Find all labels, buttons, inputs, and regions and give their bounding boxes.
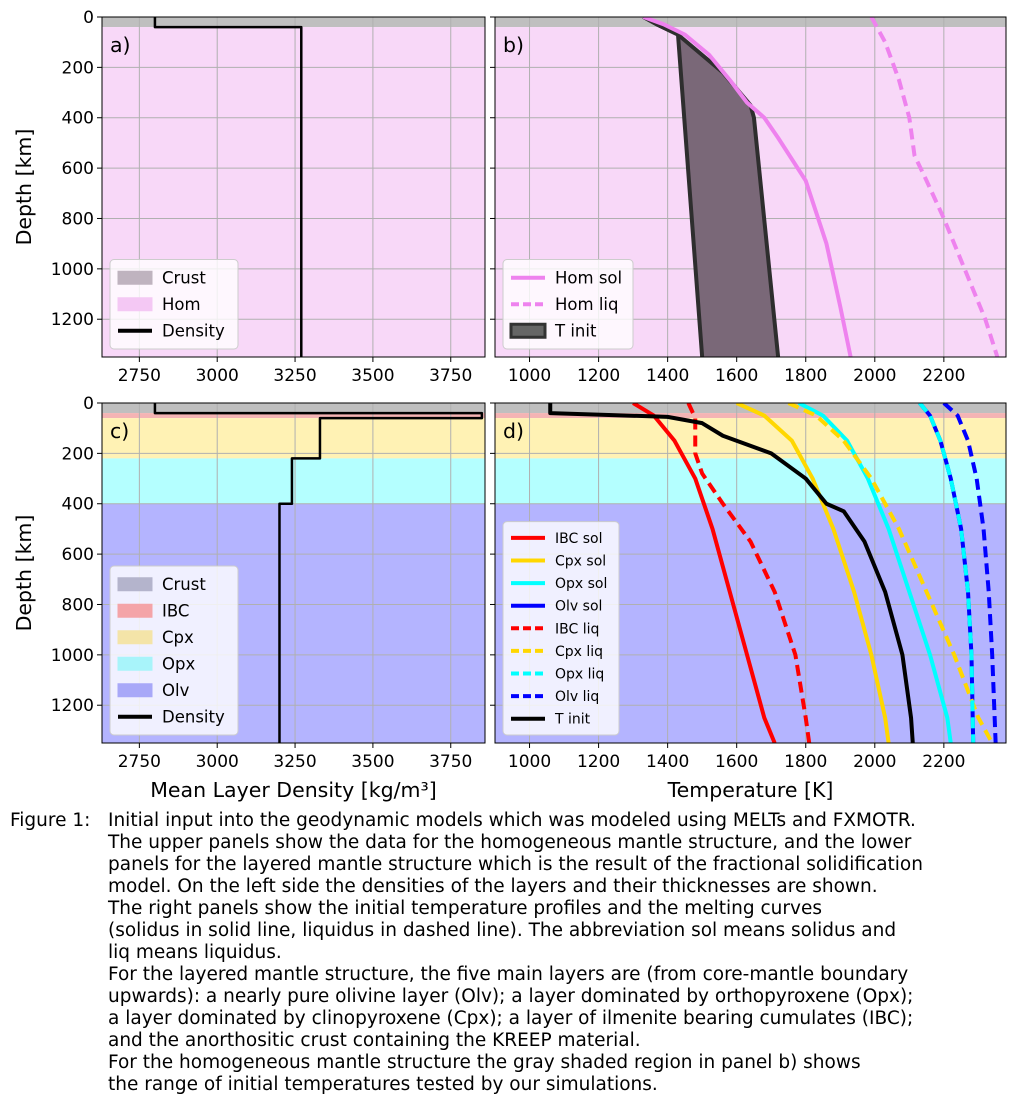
x-tick-label: 3250 — [273, 366, 317, 386]
legend-label: Crust — [162, 575, 206, 595]
x-tick-label: 1400 — [646, 752, 690, 772]
legend-label: Olv — [162, 681, 190, 701]
panel-label: b) — [503, 33, 525, 57]
x-tick-label: 2200 — [922, 366, 966, 386]
panel-label: a) — [110, 33, 131, 57]
x-tick-label: 2200 — [922, 752, 966, 772]
y-tick-label: 1200 — [50, 696, 94, 717]
y-tick-label: 600 — [61, 545, 94, 566]
x-tick-label: 1400 — [646, 366, 690, 386]
legend-swatch — [118, 604, 152, 617]
caption-body — [108, 810, 1008, 1096]
x-tick-label: 2750 — [117, 366, 161, 386]
panel-d — [490, 403, 1006, 802]
legend-label: Hom — [162, 295, 201, 315]
layer-band-opx — [495, 458, 1006, 503]
panel-label: d) — [503, 419, 525, 443]
layer-band-crust — [102, 403, 485, 413]
y-tick-label: 0 — [83, 8, 94, 28]
x-tick-label: 2000 — [853, 366, 897, 386]
caption-line: The upper panels show the data for the homogeneous mantle structure, and the lower — [108, 832, 912, 853]
caption-line: a layer dominated by clinopyroxene (Cpx); a layer of ilmenite bearing cumulates (IBC); — [108, 1008, 914, 1029]
legend-label: Opx sol — [555, 576, 608, 593]
layer-band-crust — [102, 17, 485, 27]
caption-line: The right panels show the initial temperature profiles and the melting curves — [108, 898, 822, 919]
x-tick-label: 1000 — [507, 752, 552, 772]
x-tick-label: 3750 — [429, 366, 473, 386]
x-tick-label: 1200 — [576, 366, 621, 386]
legend-swatch — [118, 298, 152, 311]
x-tick-label: 3250 — [273, 752, 317, 772]
legend-label: Cpx liq — [555, 643, 604, 660]
legend-label: Olv liq — [555, 689, 600, 706]
panel-a — [12, 8, 485, 386]
legend-label: Crust — [162, 268, 206, 288]
x-tick-label: 1200 — [576, 752, 621, 772]
x-tick-label: 1800 — [784, 366, 828, 386]
legend-label: Density — [162, 321, 225, 341]
y-tick-label: 0 — [83, 394, 94, 414]
panel-label: c) — [110, 419, 130, 443]
caption-line: panels for the layered mantle structure which is the result of the fractional solidification — [108, 854, 923, 875]
x-tick-label: 3750 — [429, 752, 473, 772]
caption-line: the range of initial temperatures tested by our simulations. — [108, 1074, 658, 1095]
x-tick-label: 3500 — [351, 752, 395, 772]
legend-label: Hom sol — [555, 268, 623, 288]
legend-swatch — [118, 631, 152, 644]
y-tick-label: 200 — [61, 444, 94, 465]
caption-line: For the layered mantle structure, the five main layers are (from core-mantle boundary — [108, 964, 909, 985]
x-axis-label: Temperature [K] — [667, 778, 834, 802]
legend-swatch — [118, 578, 152, 591]
caption-line: For the homogeneous mantle structure the gray shaded region in panel b) shows — [108, 1052, 861, 1073]
x-tick-label: 3000 — [195, 752, 239, 772]
legend-label: IBC liq — [555, 621, 600, 638]
y-axis-label: Depth [km] — [12, 128, 36, 246]
legend-label: T init — [555, 321, 597, 341]
y-tick-label: 1000 — [50, 259, 94, 280]
caption-line: upwards): a nearly pure olivine layer (Olv); a layer dominated by orthopyroxene (Opx); — [108, 986, 914, 1007]
x-tick-label: 2750 — [117, 752, 161, 772]
legend-label: IBC sol — [555, 530, 603, 547]
legend-label: IBC — [162, 601, 190, 621]
caption-line: model. On the left side the densities of the layers and their thicknesses are shown. — [108, 876, 878, 897]
y-tick-label: 800 — [61, 595, 94, 616]
y-tick-label: 1000 — [50, 645, 94, 666]
legend-label: Cpx sol — [555, 553, 607, 570]
y-tick-label: 600 — [61, 159, 94, 180]
x-tick-label: 1600 — [715, 752, 759, 772]
panel-b — [490, 17, 1006, 386]
x-tick-label: 1600 — [715, 366, 759, 386]
caption-line: (solidus in solid line, liquidus in dashed line). The abbreviation sol means solidus and — [108, 920, 897, 941]
legend-label: Opx liq — [555, 666, 605, 683]
x-axis-label: Mean Layer Density [kg/m³] — [150, 778, 437, 802]
layer-band-cpx — [495, 418, 1006, 458]
y-tick-label: 400 — [61, 494, 94, 515]
caption-label: Figure 1: — [10, 810, 91, 831]
legend-label: Olv sol — [555, 598, 603, 615]
legend-label: T init — [555, 711, 591, 728]
legend-swatch — [118, 271, 152, 284]
x-tick-label: 2000 — [853, 752, 897, 772]
x-tick-label: 1000 — [507, 366, 552, 386]
legend-swatch — [511, 324, 545, 337]
y-axis-label: Depth [km] — [12, 514, 36, 632]
x-tick-label: 1800 — [784, 752, 828, 772]
legend-swatch — [118, 684, 152, 697]
y-tick-label: 200 — [61, 58, 94, 79]
layer-band-cpx — [102, 418, 485, 458]
x-tick-label: 3000 — [195, 366, 239, 386]
legend-swatch — [118, 657, 152, 670]
caption-line: and the anorthositic crust containing the KREEP material. — [108, 1030, 641, 1051]
legend-label: Density — [162, 707, 225, 727]
layer-band-opx — [102, 458, 485, 503]
caption-line: Initial input into the geodynamic models which was modeled using MELTs and FXMOTR. — [108, 810, 916, 831]
legend-label: Hom liq — [555, 295, 619, 315]
y-tick-label: 800 — [61, 209, 94, 230]
y-tick-label: 1200 — [50, 310, 94, 331]
legend-label: Opx — [162, 654, 196, 674]
layer-band-crust — [495, 17, 1006, 27]
x-tick-label: 3500 — [351, 366, 395, 386]
y-tick-label: 400 — [61, 108, 94, 129]
panel-c — [12, 394, 485, 802]
caption-line: liq means liquidus. — [108, 942, 282, 963]
legend-label: Cpx — [162, 628, 194, 648]
